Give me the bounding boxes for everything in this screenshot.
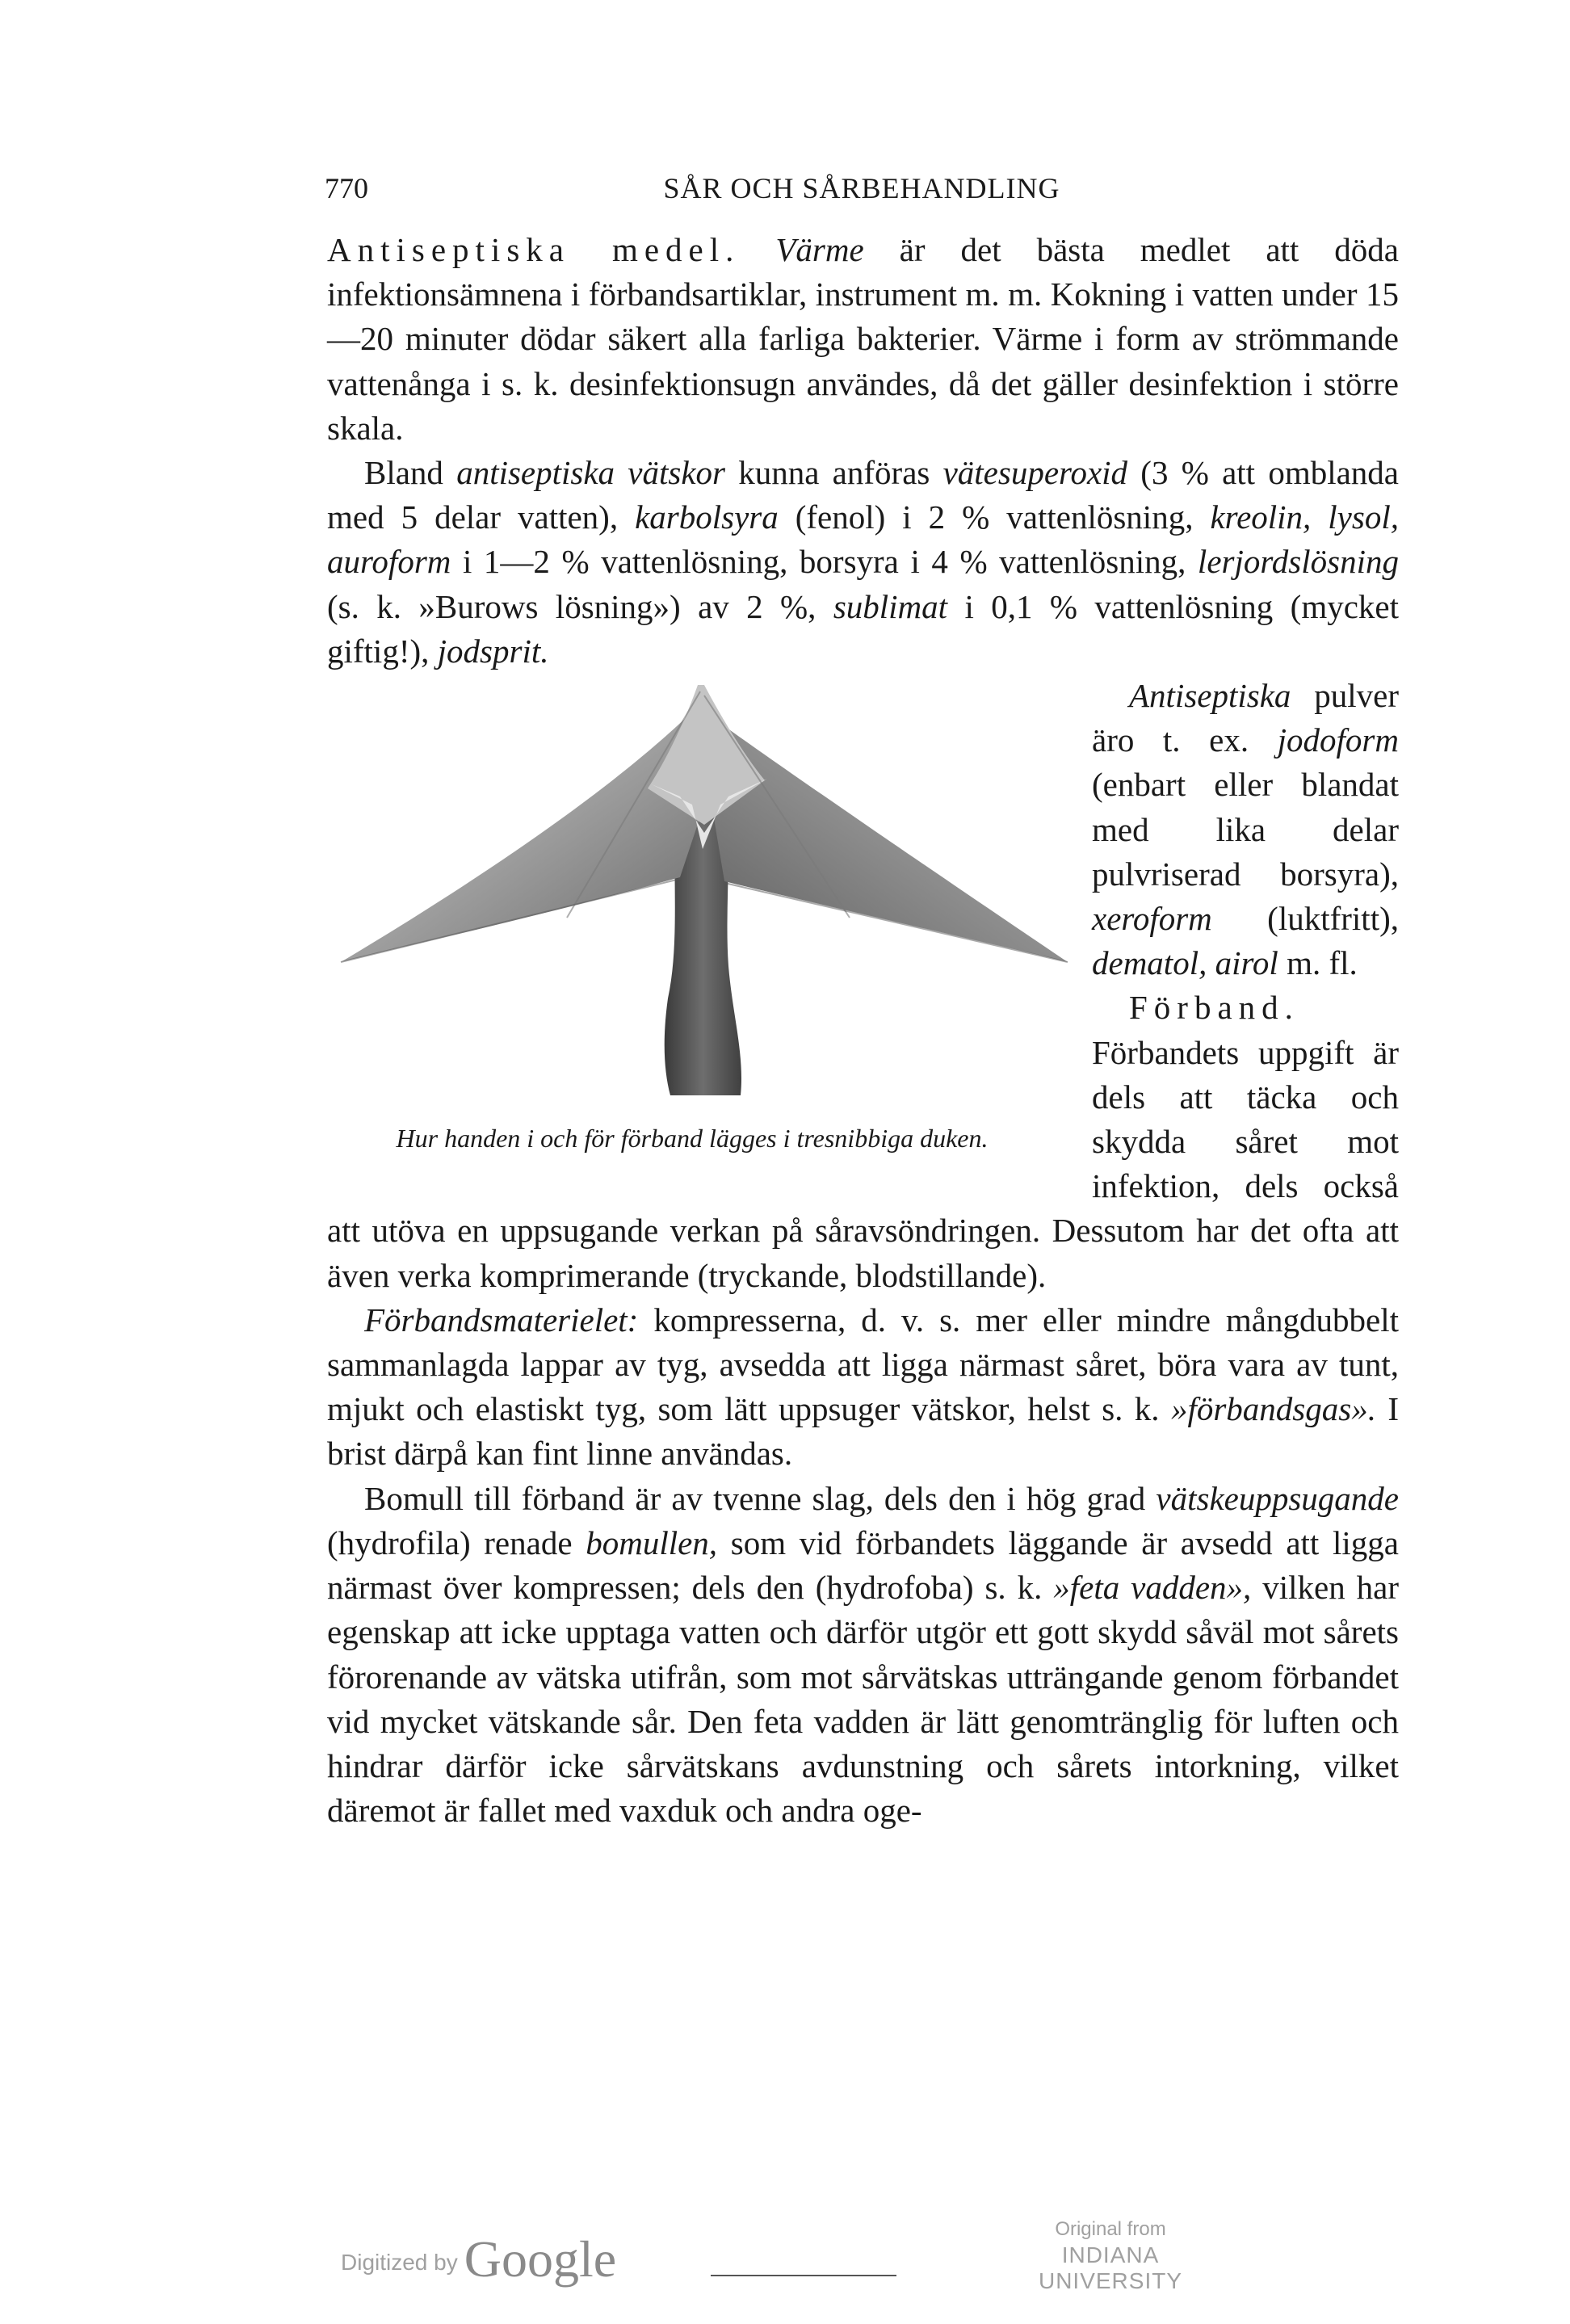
text-run: (enbart eller blandat med lika delar pulvriserad borsyra), xyxy=(1092,766,1399,893)
text-run: Bland xyxy=(364,454,457,492)
text-run: Antiseptiska medel. xyxy=(327,231,741,268)
university-label: INDIANA UNIVERSITY xyxy=(1038,2242,1183,2293)
text-run: jodoform xyxy=(1277,721,1399,759)
text-run: Bomull till förband är av tvenne slag, dels den i hög grad xyxy=(364,1479,1157,1517)
text-run: jodsprit. xyxy=(437,632,549,670)
text-run xyxy=(740,231,775,268)
text-run: antiseptiska vätskor xyxy=(456,454,725,492)
footer-rule xyxy=(711,2275,896,2276)
text-run: m. fl. xyxy=(1278,944,1358,982)
text-run: Värme xyxy=(775,231,864,268)
scan-footer xyxy=(0,2197,1570,2293)
text-run: är det bästa medlet att döda infektionsämnena i förbandsartiklar, instrument m. m. Kokning i vatten under 15—20 minuter dödar säkert alla farliga bakterier. Värme i form av strömmande vattenånga i s. k. desinfektionsugn användes, då det gäller desinfektion i större skala. xyxy=(327,231,1399,447)
text-run: karbolsyra xyxy=(635,498,779,536)
text-run: kunna anföras xyxy=(725,454,943,492)
running-title: SÅR OCH SÅRBEHANDLING xyxy=(663,172,1060,204)
running-head xyxy=(325,171,1399,212)
text-run: sublimat xyxy=(833,587,948,625)
paragraph xyxy=(327,1477,1399,1834)
digitized-by-mark xyxy=(341,2229,616,2289)
text-run: »feta vadden», xyxy=(1053,1569,1252,1607)
text-run: som vid förbandets läggande är avsedd att ligga närmast över kompressen; dels den (hydrofoba) s. k. xyxy=(327,1523,1399,1607)
text-run: Förband. xyxy=(1129,989,1299,1027)
original-from-mark xyxy=(1001,2217,1219,2294)
text-run: bomullen, xyxy=(586,1523,718,1561)
text-run: kompresserna, d. v. s. mer eller mindre mångdubbelt sammanlagda lappar av tyg, avsedda att ligga närmast såret, böra vara av tunt, mjukt och elastiskt tyg, som lätt uppsuger vätskor, helst s. k. xyxy=(327,1301,1399,1428)
text-run: (hydrofila) renade xyxy=(327,1523,586,1561)
text-run: vätskeuppsugande xyxy=(1156,1479,1399,1517)
figure-folded-cloth xyxy=(325,675,1076,1183)
text-run: xeroform xyxy=(1092,900,1212,938)
text-run: Förbandsmaterielet: xyxy=(364,1301,639,1339)
text-run: pulver äro t. ex. xyxy=(1092,677,1399,759)
paragraph xyxy=(327,451,1399,674)
text-run: Förbandets uppgift är dels att täcka och skydda såret mot infektion, dels också att utöva en uppsugande verkan på såravsöndringen. Dessutom har det ofta att även verka komprimerande (tryckande, blodstillande). xyxy=(327,1033,1399,1294)
text-run: »förbandsgas». xyxy=(1170,1390,1376,1428)
text-run: (luktfritt), xyxy=(1211,900,1399,938)
text-run: (fenol) i 2 % vattenlösning, xyxy=(778,498,1211,536)
original-from-label: Original from xyxy=(1055,2218,1166,2240)
text-run: (s. k. »Burows lösning») av 2 %, xyxy=(327,587,833,625)
text-run: lerjordslösning xyxy=(1197,543,1399,581)
text-run: (3 % att omblanda med 5 delar vatten), xyxy=(327,454,1399,536)
text-run: I brist därpå kan fint linne användas. xyxy=(327,1390,1399,1473)
text-run: i 1—2 % vattenlösning, borsyra i 4 % vattenlösning, xyxy=(451,543,1198,581)
text-run: Antiseptiska xyxy=(1129,677,1291,715)
text-run: i 0,1 % vattenlösning (mycket giftig!), xyxy=(327,587,1399,670)
page-number: 770 xyxy=(325,172,368,204)
folded-triangular-cloth-illustration xyxy=(325,675,1076,1128)
text-run: vilken har egenskap att icke upptaga vatten och därför utgör ett gott skydd såväl mot sårets förorenande av vätska utifrån, som mot sårvätskas utträngande genom förbandet vid mycket vätskande sår. Den feta vadden är lätt genomtränglig för luften och hindrar därför icke sårvätskans avdunstning och sårets intorkning, vilket däremot är fallet med vaxduk och andra oge- xyxy=(327,1569,1399,1830)
paragraph xyxy=(327,228,1399,451)
body-text xyxy=(327,228,1399,1833)
digitized-by-label: Digitized by xyxy=(341,2250,458,2275)
figure-caption: Hur handen i och för förband lägges i tresnibbiga duken. xyxy=(396,1124,989,1154)
text-run: vätesuperoxid xyxy=(942,454,1128,492)
text-run: dematol, airol xyxy=(1092,944,1278,982)
paragraph xyxy=(327,1298,1399,1477)
text-run: kreolin, lysol, auroform xyxy=(327,498,1399,581)
google-logo: Google xyxy=(464,2230,617,2288)
